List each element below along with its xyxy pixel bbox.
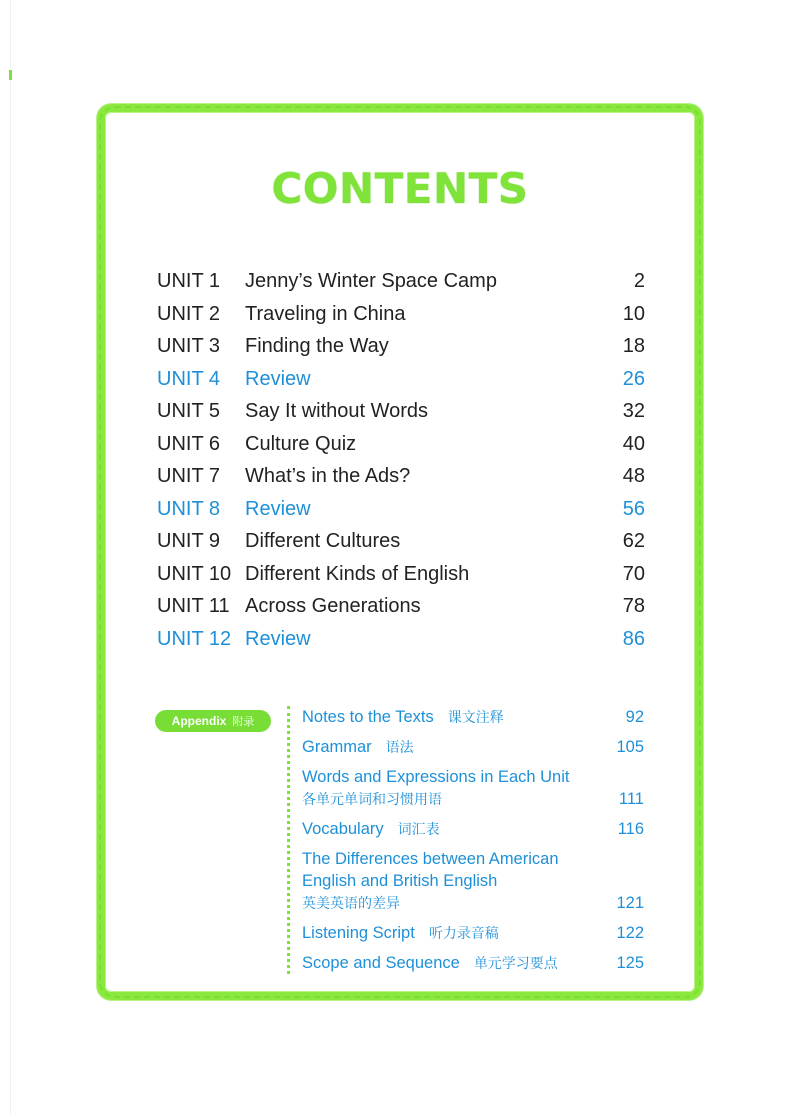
- unit-number: UNIT 7: [157, 465, 220, 487]
- unit-number: UNIT 11: [157, 595, 230, 617]
- appendix-item[interactable]: [302, 706, 646, 728]
- appendix-item-title-cn: 词汇表: [397, 821, 440, 837]
- unit-number: UNIT 3: [157, 335, 220, 357]
- unit-row[interactable]: [157, 330, 647, 363]
- unit-page: 62: [622, 530, 645, 552]
- appendix-item[interactable]: [302, 922, 646, 944]
- appendix-item-title: Listening Script: [302, 924, 415, 942]
- appendix-item-page: 111: [618, 790, 644, 808]
- appendix-item-title-cn: 各单元单词和习惯用语: [302, 791, 442, 807]
- unit-row-review[interactable]: [157, 493, 647, 526]
- appendix-badge: [155, 710, 271, 732]
- unit-title: Review: [245, 367, 311, 390]
- unit-page: 48: [622, 465, 645, 487]
- unit-number: UNIT 8: [157, 497, 220, 520]
- unit-title: What’s in the Ads?: [245, 465, 411, 487]
- unit-page: 32: [622, 400, 645, 422]
- unit-page: 40: [622, 432, 645, 455]
- appendix-list: [302, 706, 646, 982]
- unit-page: 56: [622, 497, 645, 520]
- unit-row[interactable]: [157, 460, 647, 493]
- unit-number: UNIT 5: [157, 400, 220, 422]
- unit-title: Different Cultures: [245, 530, 401, 552]
- appendix-item[interactable]: [302, 848, 646, 914]
- unit-page: 18: [622, 335, 645, 357]
- unit-row[interactable]: [157, 525, 647, 558]
- unit-number: UNIT 12: [157, 627, 232, 650]
- appendix-item-title: Words and Expressions in Each Unit: [302, 768, 570, 786]
- unit-title: Culture Quiz: [245, 432, 357, 455]
- binding-edge-mark: [9, 70, 12, 80]
- unit-row[interactable]: [157, 395, 647, 428]
- appendix-item-page: 105: [616, 738, 644, 756]
- unit-number: UNIT 4: [157, 367, 220, 390]
- appendix-item-page: 121: [616, 894, 644, 912]
- unit-title: Different Kinds of English: [245, 562, 470, 585]
- unit-title: Finding the Way: [245, 335, 389, 357]
- unit-number: UNIT 2: [157, 302, 220, 325]
- appendix-item[interactable]: [302, 766, 646, 810]
- appendix-item-page: 92: [625, 708, 644, 726]
- appendix-item[interactable]: [302, 952, 646, 974]
- unit-title: Traveling in China: [245, 302, 406, 325]
- appendix-item-title: Notes to the Texts: [302, 708, 434, 726]
- appendix-item-title: The Differences between American: [302, 850, 559, 868]
- appendix-item-page: 125: [616, 954, 644, 972]
- appendix-item-title-cn: 课文注释: [447, 709, 504, 725]
- page-title: CONTENTS: [271, 164, 529, 213]
- appendix-dotted-divider: [287, 706, 290, 974]
- unit-number: UNIT 9: [157, 530, 220, 552]
- appendix-item[interactable]: [302, 818, 646, 840]
- appendix-item-title: Scope and Sequence: [302, 954, 460, 972]
- unit-number: UNIT 1: [157, 270, 220, 292]
- unit-row[interactable]: [157, 428, 647, 461]
- unit-row[interactable]: [157, 265, 647, 298]
- appendix-label-cn: 附录: [232, 716, 255, 728]
- appendix-item-title: Vocabulary: [302, 820, 384, 838]
- unit-page: 78: [622, 595, 645, 617]
- units-list: [157, 265, 647, 655]
- unit-page: 2: [633, 270, 645, 292]
- unit-title: Jenny’s Winter Space Camp: [245, 270, 497, 292]
- unit-title: Say It without Words: [245, 400, 429, 422]
- appendix-item-title-cn: 听力录音稿: [428, 925, 499, 941]
- unit-title: Review: [245, 627, 311, 650]
- unit-page: 10: [622, 302, 645, 325]
- appendix-item-title-cn: 语法: [385, 739, 414, 755]
- unit-row-review[interactable]: [157, 363, 647, 396]
- appendix-label: Appendix: [171, 714, 227, 728]
- unit-row[interactable]: [157, 590, 647, 623]
- unit-page: 26: [622, 367, 645, 390]
- appendix-item-page: 116: [617, 820, 644, 838]
- unit-row[interactable]: [157, 558, 647, 591]
- unit-page: 70: [622, 562, 645, 585]
- appendix-item-title: Grammar: [302, 738, 372, 756]
- appendix-item-page: 122: [616, 924, 644, 942]
- unit-title: Review: [245, 497, 311, 520]
- unit-title: Across Generations: [245, 595, 421, 617]
- unit-row-review[interactable]: [157, 623, 647, 656]
- appendix-item-title-cn: 英美英语的差异: [302, 895, 400, 911]
- appendix-item[interactable]: [302, 736, 646, 758]
- unit-number: UNIT 10: [157, 562, 232, 585]
- unit-row[interactable]: [157, 298, 647, 331]
- appendix-item-title-cn: 单元学习要点: [473, 955, 558, 971]
- unit-page: 86: [622, 627, 645, 650]
- appendix-item-title-line2: English and British English: [302, 872, 498, 890]
- unit-number: UNIT 6: [157, 432, 220, 455]
